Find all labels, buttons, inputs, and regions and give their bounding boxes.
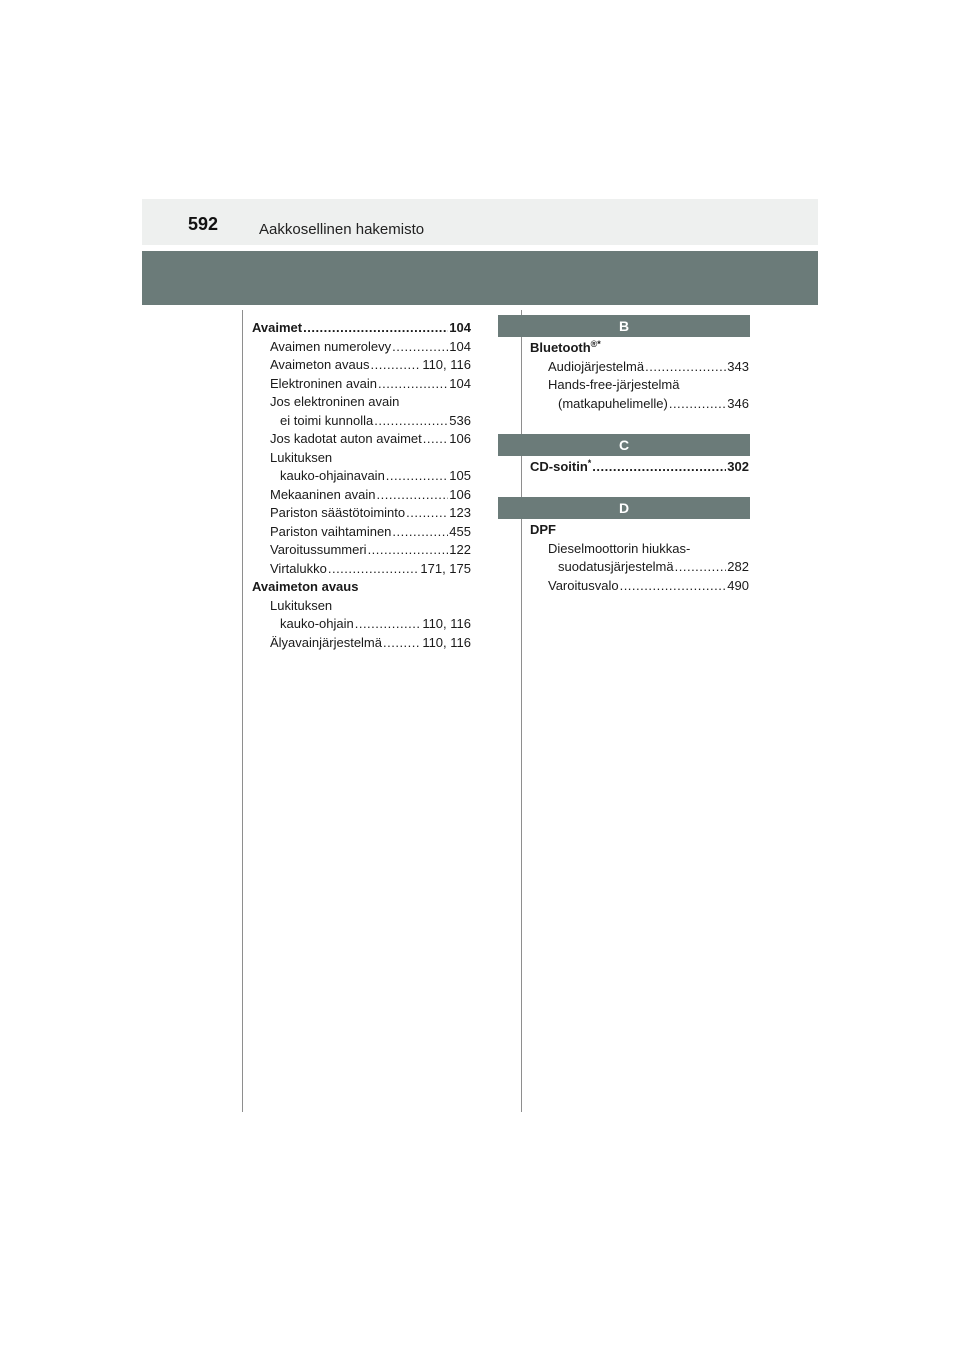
index-subentry: Avaimeton avaus ..... 110, 116: [252, 356, 471, 375]
index-subentry: Jos kadotat auton avaimet ..... 106: [252, 430, 471, 449]
header-band: [142, 251, 818, 305]
index-subentry: Hands-free-järjestelmä: [548, 377, 680, 392]
index-subentry: Lukituksen: [270, 449, 333, 465]
index-entry: CD-soitin* ..... 302: [530, 458, 749, 477]
page-title: Aakkosellinen hakemisto: [259, 221, 425, 238]
index-subentry: Varoitusvalo ..... 490: [530, 577, 749, 596]
header-bar: [142, 199, 818, 245]
page-number: 592: [188, 214, 219, 234]
index-subentry: Pariston säästötoiminto ..... 123: [252, 504, 471, 523]
index-subentry-continued: suodatusjärjestelmä ..... 282: [530, 558, 749, 577]
index-entry: Bluetooth®*: [530, 339, 601, 355]
letter-header-b: B: [498, 315, 750, 337]
index-subentry-continued: kauko-ohjainavain ..... 105: [252, 467, 471, 486]
index-entry: Avaimet ..... 104: [252, 319, 471, 338]
index-section-b: [530, 339, 749, 413]
letter-header-c: C: [498, 434, 750, 456]
index-subentry: Lukituksen: [270, 597, 333, 613]
index-subentry: Elektroninen avain ..... 104: [252, 375, 471, 394]
letter-header-d: D: [498, 497, 750, 519]
index-subentry: Virtalukko ..... 171, 175: [252, 560, 471, 579]
index-subentry-continued: ei toimi kunnolla ..... 536: [252, 412, 471, 431]
index-subentry: Varoitussummeri ..... 122: [252, 541, 471, 560]
index-subentry: Mekaaninen avain ..... 106: [252, 486, 471, 505]
index-subentry: Pariston vaihtaminen ..... 455: [252, 523, 471, 542]
index-subentry: Audiojärjestelmä ..... 343: [530, 358, 749, 377]
left-divider: [242, 310, 243, 1112]
index-subentry-continued: kauko-ohjain ..... 110, 116: [252, 615, 471, 634]
index-entry: DPF: [530, 522, 556, 537]
index-subentry: Avaimen numerolevy ..... 104: [252, 338, 471, 357]
index-subentry: Dieselmoottorin hiukkas-: [548, 540, 691, 556]
index-subentry: Jos elektroninen avain: [270, 394, 400, 409]
index-entry: Avaimeton avaus: [252, 579, 359, 594]
center-divider: [521, 310, 522, 1112]
index-subentry-continued: (matkapuhelimelle) ..... 346: [530, 395, 749, 414]
index-subentry: Älyavainjärjestelmä ..... 110, 116: [252, 634, 471, 653]
index-column-left: [252, 319, 471, 652]
index-section-c: [530, 458, 749, 477]
index-section-d: [530, 521, 749, 595]
